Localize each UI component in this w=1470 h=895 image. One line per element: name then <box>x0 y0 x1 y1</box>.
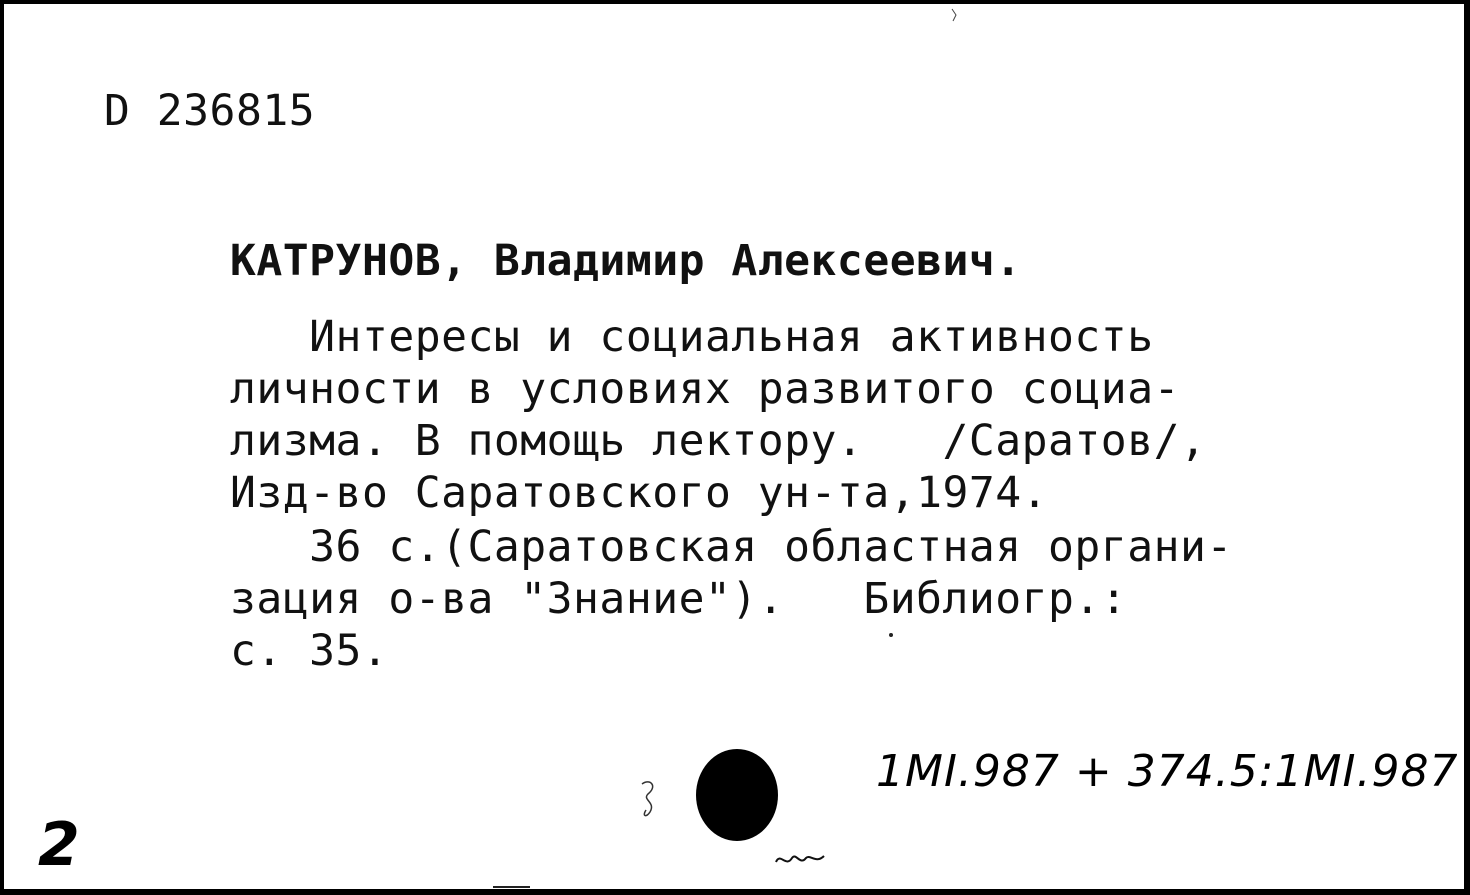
scan-speck <box>950 8 958 22</box>
author-heading: КАТРУНОВ, Владимир Алексеевич. <box>230 236 1022 286</box>
description-line: зация о-ва "Знание"). Библиогр.: <box>230 574 1128 624</box>
description-line: Интересы и социальная активность <box>230 312 1154 362</box>
classification-code: 1МI.987 + 374.5:1МI.987 <box>876 746 1459 797</box>
description-line: с. 35. <box>230 626 389 676</box>
scribble-mark-icon <box>772 848 828 870</box>
description-line: Изд-во Саратовского ун-та,1974. <box>230 468 1049 518</box>
description-line: лизма. В помощь лектору. /Саратов/, <box>230 416 1207 466</box>
stamp-dot <box>696 749 778 841</box>
scan-speck <box>888 632 894 638</box>
description-line: личности в условиях развитого социа- <box>230 364 1180 414</box>
pencil-mark-icon <box>632 776 672 824</box>
corner-handwritten-mark: 2 <box>38 810 80 880</box>
scan-speck <box>492 884 532 890</box>
description-line: 36 с.(Саратовская областная органи- <box>230 522 1233 572</box>
accession-number: D 236815 <box>104 86 316 136</box>
